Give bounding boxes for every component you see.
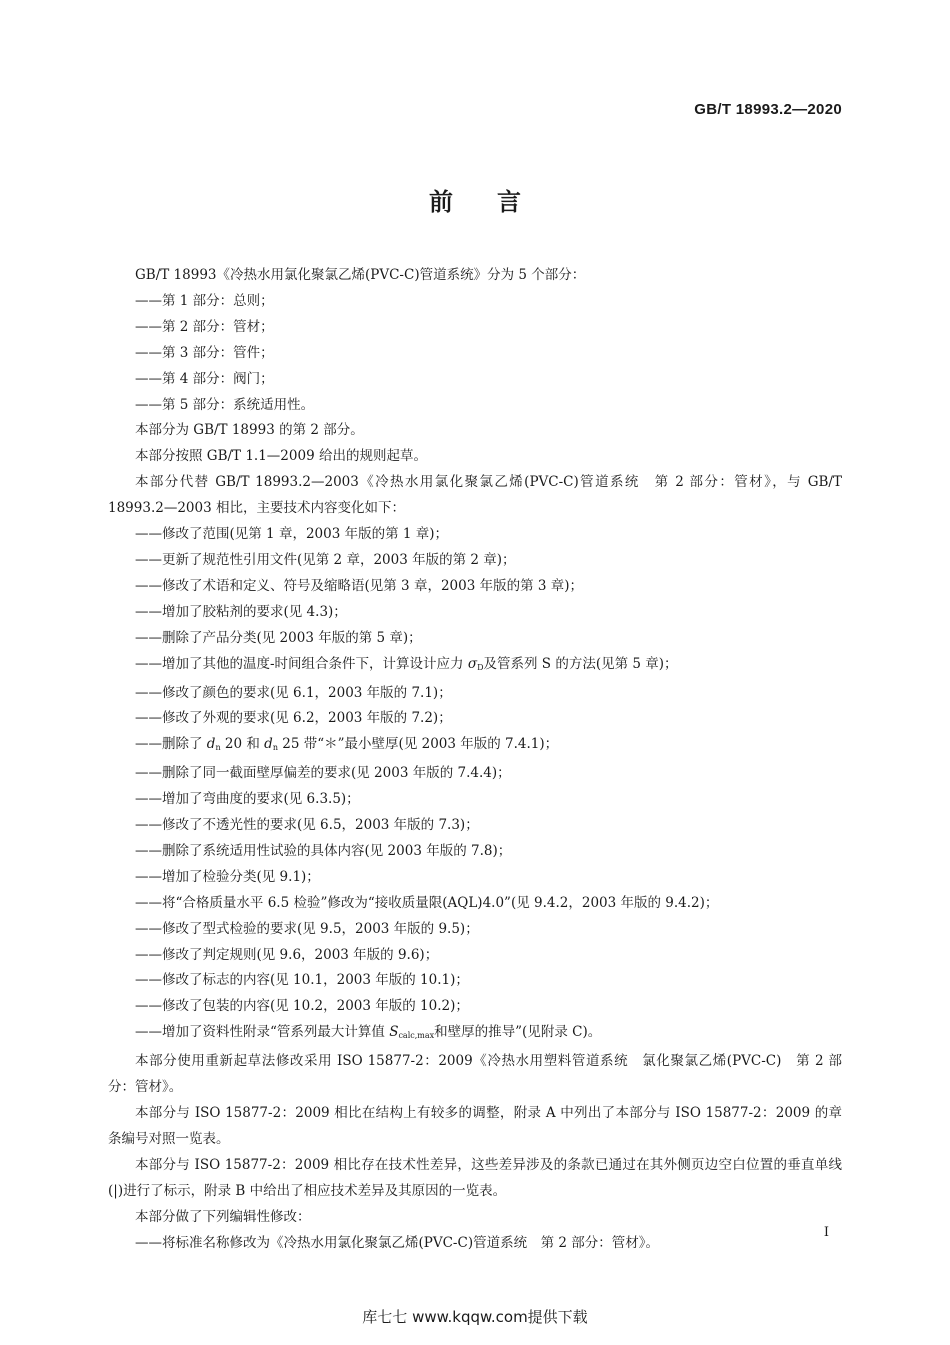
page-title: 前言 xyxy=(429,188,565,216)
part-list-item: ——第 4 部分：阀门； xyxy=(135,370,274,387)
change-item: ——增加了弯曲度的要求(见 6.3.5)； xyxy=(135,791,360,808)
part-list-item: ——第 5 部分：系统适用性。 xyxy=(135,396,315,413)
change-item: ——增加了胶粘剂的要求(见 4.3)； xyxy=(135,603,347,620)
adoption-paragraph: 本部分使用重新起草法修改采用 ISO 15877-2：2009《冷热水用塑料管道系统 氯化聚氯乙烯(PVC-C) 第 2 部分：管材》。 xyxy=(108,1053,842,1096)
change-item: ——删除了系统适用性试验的具体内容(见 2003 年版的 7.8)； xyxy=(135,842,512,859)
change-item-appendix xyxy=(108,1020,842,1049)
change-item: ——修改了范围(见第 1 章，2003 年版的第 1 章)； xyxy=(135,526,449,543)
change-item: ——修改了术语和定义、符号及缩略语(见第 3 章，2003 年版的第 3 章)； xyxy=(135,577,584,594)
editorial-change-item: ——将标准名称修改为《冷热水用氯化聚氯乙烯(PVC-C)管道系统 第 2 部分：管材》。 xyxy=(135,1234,660,1251)
standard-code: GB/T 18993.2—2020 xyxy=(694,101,842,118)
change-item: ——修改了判定规则(见 9.6，2003 年版的 9.6)； xyxy=(135,946,439,963)
change-text: ——删除了 xyxy=(135,736,207,753)
change-text: ——增加了资料性附录“管系列最大计算值 xyxy=(135,1024,390,1041)
change-item: ——修改了外观的要求(见 6.2，2003 年版的 7.2)； xyxy=(135,710,452,727)
change-item: ——修改了标志的内容(见 10.1，2003 年版的 10.1)； xyxy=(135,972,469,989)
foreword-body xyxy=(108,263,842,1256)
change-item: ——将“合格质量水平 6.5 检验”修改为“接收质量限(AQL)4.0”(见 9.4.2，2003 年版的 9.4.2)； xyxy=(135,894,719,911)
change-item: ——删除了产品分类(见 2003 年版的第 5 章)； xyxy=(135,629,422,646)
dn-symbol: d xyxy=(264,736,273,753)
change-text: 20 和 xyxy=(220,736,265,753)
this-part-paragraph: 本部分为 GB/T 18993 的第 2 部分。 xyxy=(135,422,364,439)
editorial-changes-paragraph: 本部分做了下列编辑性修改： xyxy=(135,1208,311,1225)
page-number: I xyxy=(823,1225,829,1240)
part-list-item: ——第 3 部分：管件； xyxy=(135,344,274,361)
part-list-item: ——第 2 部分：管材； xyxy=(135,318,274,335)
change-item-dn xyxy=(108,732,842,761)
download-footer: 库七七 www.kqqw.com提供下载 xyxy=(362,1308,588,1326)
s-subscript: calc,max xyxy=(398,1031,435,1041)
sigma-subscript: D xyxy=(477,662,484,672)
change-item: ——修改了不透光性的要求(见 6.5，2003 年版的 7.3)； xyxy=(135,817,479,834)
s-symbol: S xyxy=(389,1024,399,1041)
change-text: 及管系列 S 的方法(见第 5 章)； xyxy=(483,655,678,672)
sigma-symbol: σ xyxy=(467,655,478,672)
technical-differences-paragraph: 本部分与 ISO 15877-2：2009 相比存在技术性差异，这些差异涉及的条款已通过在其外侧页边空白位置的垂直单线(|)进行了标示，附录 B 中给出了相应技术差异及其原因的一览表。 xyxy=(108,1156,842,1199)
drafting-rules-paragraph: 本部分按照 GB/T 1.1—2009 给出的规则起草。 xyxy=(135,448,427,465)
dn-subscript: n xyxy=(215,743,221,753)
change-item: ——修改了颜色的要求(见 6.1，2003 年版的 7.1)； xyxy=(135,684,452,701)
intro-paragraph: GB/T 18993《冷热水用氯化聚氯乙烯(PVC-C)管道系统》分为 5 个部分： xyxy=(135,267,586,283)
replaces-paragraph: 本部分代替 GB/T 18993.2—2003《冷热水用氯化聚氯乙烯(PVC-C)管道系统 第 2 部分：管材》，与 GB/T 18993.2—2003 相比，主要技术内容变化如下： xyxy=(108,474,842,517)
change-item: ——修改了包装的内容(见 10.2，2003 年版的 10.2)； xyxy=(135,998,469,1015)
change-text: 25 带“＊”最小壁厚(见 2003 年版的 7.4.1)； xyxy=(277,736,559,753)
change-text: 和壁厚的推导”(见附录 C)。 xyxy=(434,1024,602,1041)
change-item: ——更新了规范性引用文件(见第 2 章，2003 年版的第 2 章)； xyxy=(135,551,516,568)
part-list-item: ——第 1 部分：总则； xyxy=(135,292,274,309)
change-item: ——增加了检验分类(见 9.1)； xyxy=(135,868,320,885)
dn-symbol: d xyxy=(206,736,216,753)
change-item: ——修改了型式检验的要求(见 9.5，2003 年版的 9.5)； xyxy=(135,920,479,937)
change-item-design-stress xyxy=(108,652,842,681)
structure-paragraph: 本部分与 ISO 15877-2：2009 相比在结构上有较多的调整，附录 A 中列出了本部分与 ISO 15877-2：2009 的章条编号对照一览表。 xyxy=(108,1105,842,1147)
change-item: ——删除了同一截面壁厚偏差的要求(见 2003 年版的 7.4.4)； xyxy=(135,765,511,782)
change-text: ——增加了其他的温度-时间组合条件下，计算设计应力 xyxy=(135,655,468,672)
dn-subscript: n xyxy=(272,743,278,753)
